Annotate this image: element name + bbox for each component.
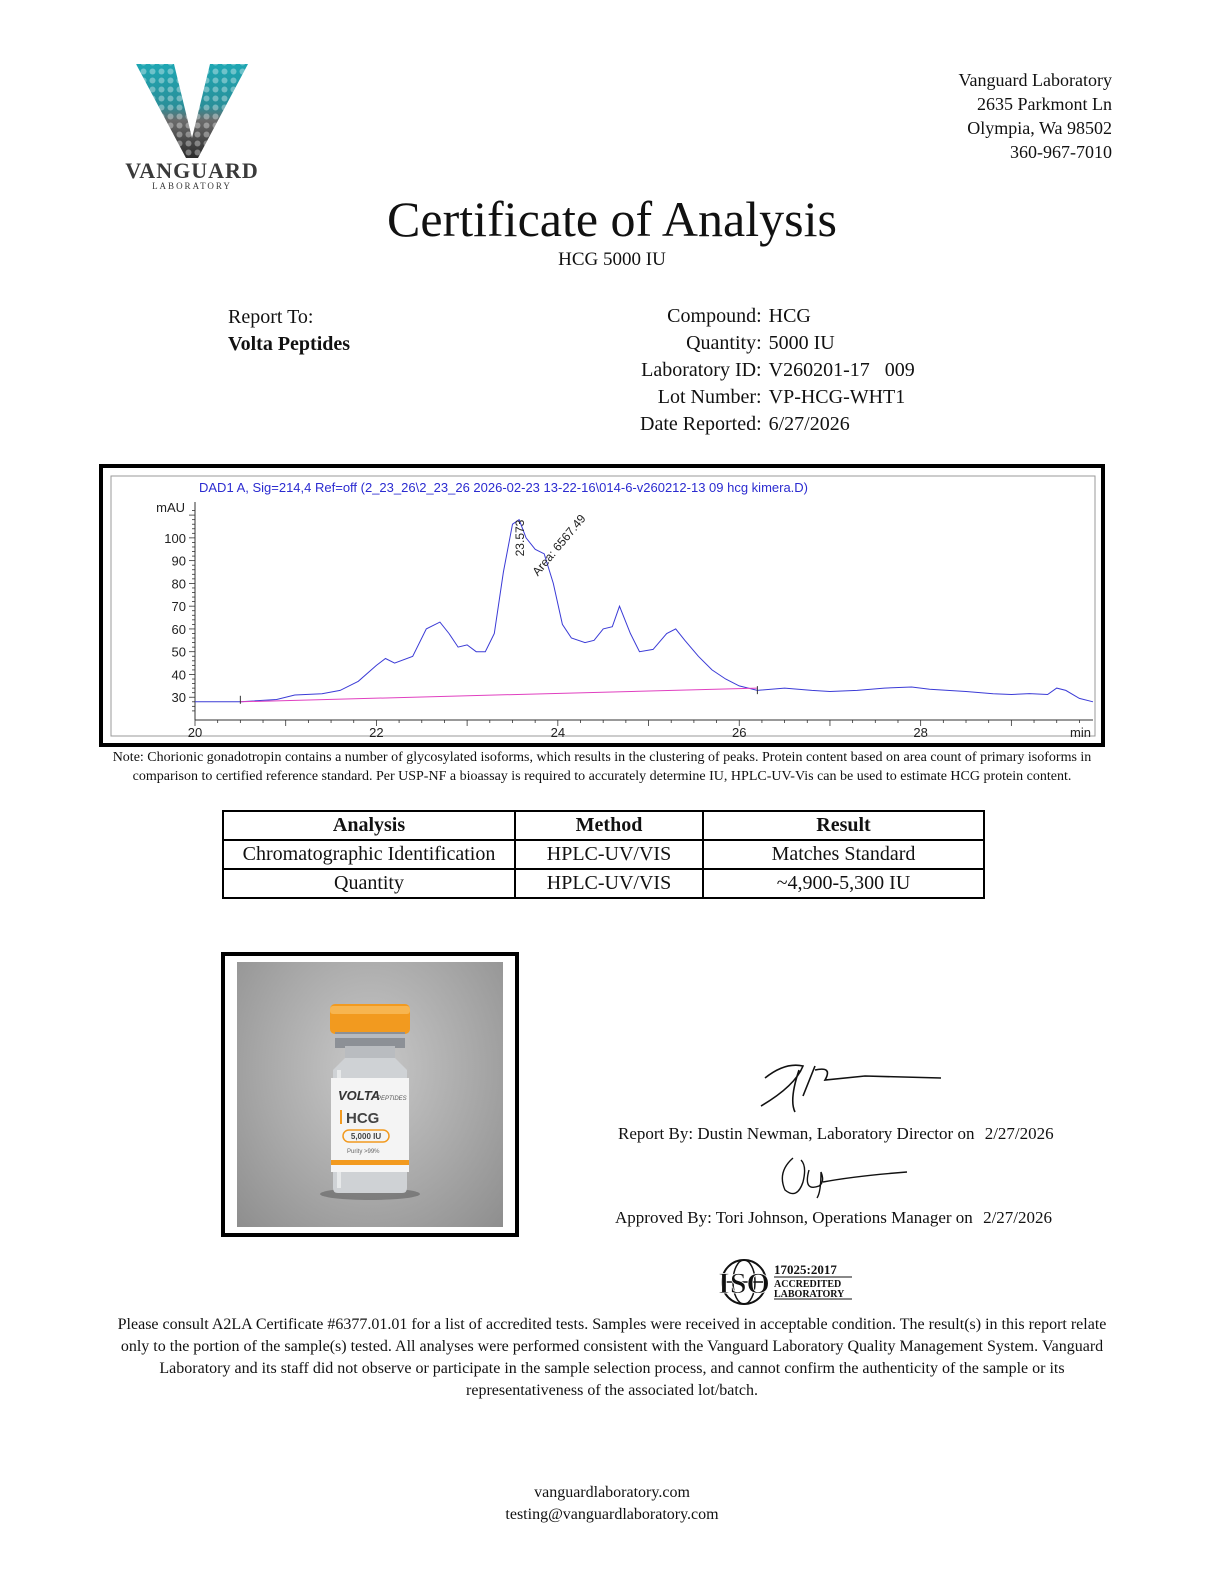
row1-result: Matches Standard: [703, 840, 984, 869]
date-label: Date Reported:: [640, 413, 762, 435]
director-signature: [755, 1056, 945, 1116]
lab-name: Vanguard Laboratory: [958, 70, 1112, 90]
header-result: Result: [703, 811, 984, 840]
lab-id-value: V260201-17 009: [768, 359, 915, 381]
vial-name: HCG: [346, 1110, 380, 1127]
approved-by-line: [615, 1208, 1052, 1228]
quantity-label: Quantity:: [686, 332, 762, 354]
header-method: Method: [515, 811, 703, 840]
results-header-row: [223, 811, 984, 840]
chromatogram-signal-line: [195, 520, 1093, 702]
client-name: Volta Peptides: [228, 333, 351, 355]
page-subtitle: HCG 5000 IU: [558, 249, 666, 270]
lab-street: 2635 Parkmont Ln: [977, 94, 1112, 114]
row1-method: HPLC-UV/VIS: [515, 840, 703, 869]
approved-by-text: Approved By: Tori Johnson, Operations Manager on: [615, 1208, 973, 1227]
page-title: Certificate of Analysis: [387, 191, 837, 247]
iso-standard: 17025:2017: [774, 1262, 837, 1277]
row2-analysis: Quantity: [223, 869, 515, 898]
footer-email: testing@vanguardlaboratory.com: [505, 1506, 719, 1523]
vial-dose: 5,000 IU: [350, 1132, 382, 1141]
iso-mark: ISO: [718, 1267, 770, 1300]
table-row: [223, 840, 984, 869]
chromatogram-note: Note: Chorionic gonadotropin contains a number of glycosylated isoforms, which results in the clustering of peaks. Protein content based on area count of primary isoforms in comparison to certified reference standard. Per USP-NF a bioassay is required to accurately determine IU, HPLC-UV-Vis can be used to estimate HCG protein content.: [112, 750, 1092, 784]
sample-info: [640, 303, 915, 438]
disclaimer: Please consult A2LA Certificate #6377.01.01 for a list of accredited tests. Samples were received in acceptable condition. The result(s) in this report relate only to the portion of the sample(s) tested. All analyses were performed consistent with the Vanguard Laboratory Quality Management System. Vanguard Laboratory and its staff did not observe or participate in the sample selection process, and cannot confirm the authenticity of the sample or its representativeness of the associated lot/batch.: [117, 1316, 1107, 1399]
footer: [0, 1482, 1224, 1526]
report-to: [228, 304, 350, 358]
chromatogram-frame: [99, 464, 1105, 747]
date-value: 6/27/2026: [768, 413, 850, 435]
x-axis-label: min: [1070, 725, 1091, 740]
quantity-value: 5000 IU: [768, 332, 835, 354]
vial-illustration: [237, 962, 503, 1227]
x-tick-label: 24: [550, 725, 566, 740]
x-tick-label: 28: [913, 725, 928, 740]
y-tick-label: 70: [171, 599, 186, 615]
iso-accreditation-badge: [716, 1258, 856, 1306]
x-tick-label: 22: [369, 725, 384, 740]
vial-purity: Purity >99%: [347, 1149, 380, 1155]
lab-id-label: Laboratory ID:: [641, 359, 762, 381]
peak-retention-label: 23.573: [513, 519, 528, 557]
integration-baseline: [240, 688, 757, 702]
lot-value: VP-HCG-WHT1: [768, 386, 906, 408]
lab-address: [959, 68, 1112, 164]
vial-brand-sub: PEPTIDES: [377, 1096, 407, 1102]
lab-phone: 360-967-7010: [1010, 142, 1112, 162]
header-analysis: Analysis: [223, 811, 515, 840]
vanguard-logo: [112, 58, 272, 193]
y-tick-label: 40: [171, 667, 186, 683]
lot-label: Lot Number:: [657, 386, 762, 408]
approved-by-date: 2/27/2026: [983, 1208, 1053, 1227]
chart-plot-border: [111, 476, 1095, 736]
report-to-label: Report To:: [228, 306, 314, 328]
row1-analysis: Chromatographic Identification: [223, 840, 515, 869]
row2-method: HPLC-UV/VIS: [515, 869, 703, 898]
x-tick-label: 26: [732, 725, 747, 740]
report-by-text: Report By: Dustin Newman, Laboratory Director on: [618, 1124, 975, 1143]
chromatogram-chart: [103, 468, 1101, 743]
y-tick-label: 60: [171, 621, 186, 637]
logo-wordmark: VANGUARD: [125, 158, 259, 183]
compound-value: HCG: [768, 305, 811, 327]
logo-subtext: LABORATORY: [152, 181, 232, 191]
iso-laboratory: LABORATORY: [774, 1289, 845, 1300]
row2-result: ~4,900-5,300 IU: [703, 869, 984, 898]
report-by-line: [618, 1124, 1054, 1144]
lab-city: Olympia, Wa 98502: [967, 118, 1112, 138]
chart-title: DAD1 A, Sig=214,4 Ref=off (2_23_26\2_23_26 2026-02-23 13-22-16\014-6-v260212-13 09 hcg kimera.D): [199, 480, 809, 495]
y-tick-label: 90: [171, 553, 186, 569]
peak-area-label: Area: 6567.49: [529, 511, 589, 579]
table-row: [223, 869, 984, 898]
y-tick-label: 80: [171, 576, 186, 592]
manager-signature: [775, 1152, 915, 1202]
y-tick-label: 30: [171, 690, 186, 706]
product-photo-image: [237, 962, 503, 1227]
y-tick-label: 50: [171, 644, 186, 660]
report-by-date: 2/27/2026: [984, 1124, 1054, 1143]
y-tick-label: 100: [164, 530, 186, 546]
compound-label: Compound:: [667, 305, 762, 327]
product-photo: [221, 952, 519, 1237]
iso-accredited: ACCREDITED: [774, 1279, 842, 1290]
footer-website: vanguardlaboratory.com: [534, 1484, 690, 1501]
y-axis-label: mAU: [156, 500, 185, 515]
results-table: [222, 810, 985, 899]
vial-brand: VOLTA: [338, 1088, 381, 1103]
x-tick-label: 20: [187, 725, 203, 740]
